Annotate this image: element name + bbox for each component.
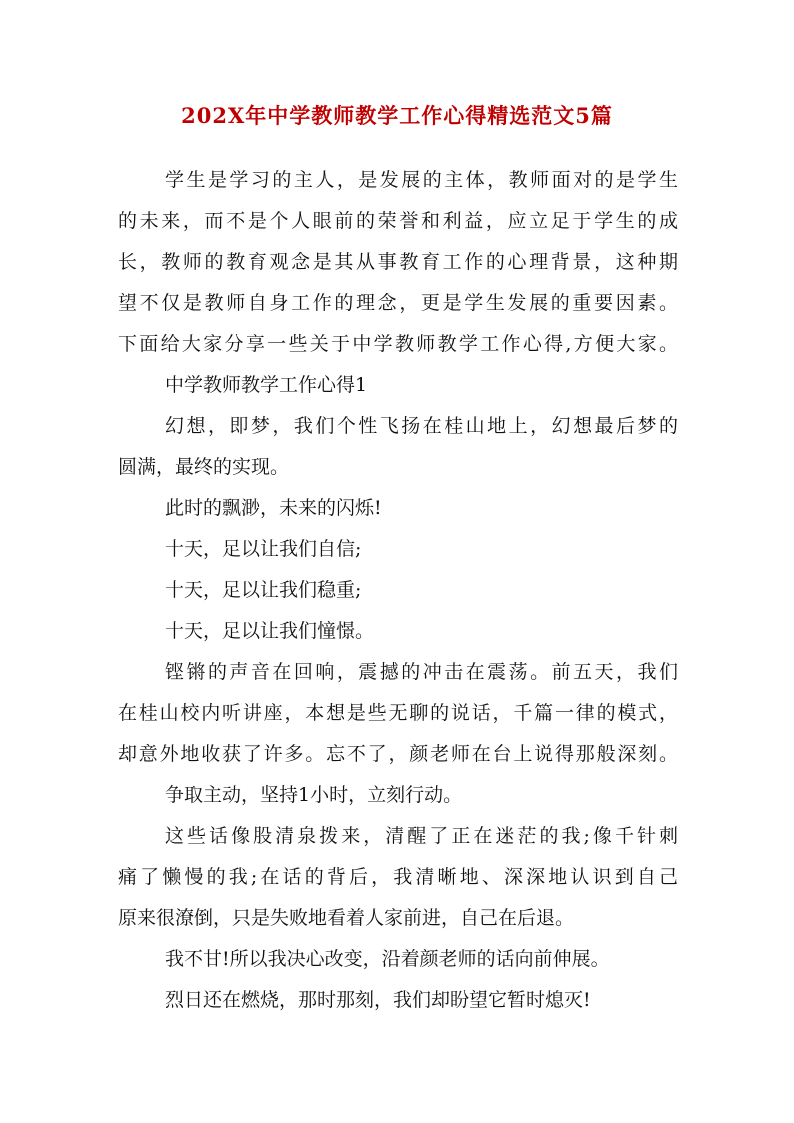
paragraph-line: 此时的飘渺，未来的闪烁! — [165, 497, 382, 519]
paragraph-line: 却意外地收获了许多。忘不了，颜老师在台上说得那般深刻。 — [118, 743, 678, 765]
paragraph-line: 学生是学习的主人，是发展的主体，教师面对的是学生 — [165, 169, 678, 191]
paragraph-line: 的未来，而不是个人眼前的荣誉和利益，应立足于学生的成 — [118, 210, 678, 232]
paragraph-line: 原来很潦倒，只是失败地看着人家前进，自己在后退。 — [118, 907, 575, 929]
paragraph-line: 烈日还在燃烧，那时那刻，我们却盼望它暂时熄灭! — [165, 989, 591, 1011]
paragraph-line: 长，教师的教育观念是其从事教育工作的心理背景，这种期 — [118, 251, 678, 273]
paragraph-line: 幻想，即梦，我们个性飞扬在桂山地上，幻想最后梦的 — [165, 415, 678, 437]
paragraph-line: 十天，足以让我们稳重; — [165, 579, 362, 601]
paragraph-line: 下面给大家分享一些关于中学教师教学工作心得,方便大家。 — [118, 333, 678, 355]
paragraph-line: 圆满，最终的实现。 — [118, 456, 290, 478]
section-heading: 中学教师教学工作心得1 — [165, 374, 368, 396]
paragraph-line: 这些话像股清泉拨来，清醒了正在迷茫的我;像千针刺 — [165, 825, 678, 847]
paragraph-line: 望不仅是教师自身工作的理念，更是学生发展的重要因素。 — [118, 292, 678, 314]
paragraph-line: 在桂山校内听讲座，本想是些无聊的说话，千篇一律的模式， — [118, 702, 678, 724]
paragraph-line: 争取主动，坚持1小时，立刻行动。 — [165, 784, 463, 806]
document-title: 202X年中学教师教学工作心得精选范文5篇 — [181, 103, 613, 128]
paragraph-line: 十天，足以让我们憧憬。 — [165, 620, 375, 642]
paragraph-line: 十天，足以让我们自信; — [165, 538, 362, 560]
paragraph-line: 痛了懒慢的我;在话的背后，我清晰地、深深地认识到自己 — [118, 866, 678, 888]
paragraph-line: 铿锵的声音在回响，震撼的冲击在震荡。前五天，我们 — [165, 661, 678, 683]
paragraph-line: 我不甘!所以我决心改变，沿着颜老师的话向前伸展。 — [165, 948, 610, 970]
